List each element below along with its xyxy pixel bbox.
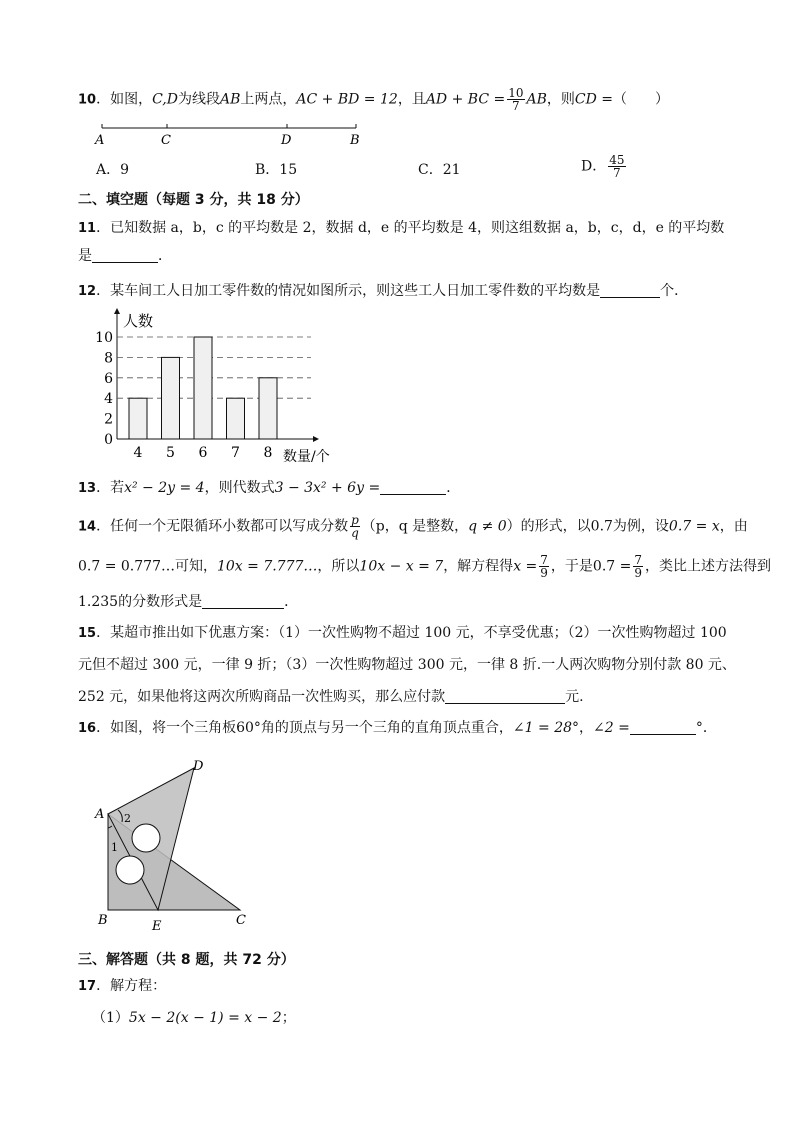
q13-stem: 13．若x² − 2y = 4，则代数式3 − 3x² + 6y = ．: [78, 480, 461, 496]
q13-answer-blank[interactable]: [380, 480, 446, 495]
point-label-d: D: [281, 133, 292, 148]
q10-stem: 10．如图，C,D为线段AB上两点，AC + BD = 12，且AD + BC = $\frac{10}{7}$ AB，则CD =（ ）: [78, 86, 670, 113]
q17-stem: 17．解方程：: [78, 978, 167, 994]
point-label-a: A: [95, 133, 105, 148]
y-tick-label-4: 4: [104, 391, 113, 408]
q11-stem-line1: 11．已知数据 a，b，c 的平均数是 2，数据 d，e 的平均数是 4，则这组数据 a，b，c，d，e 的平均数: [78, 220, 725, 236]
angle-label-1: 1: [111, 841, 118, 854]
bar-8: [259, 378, 277, 439]
q14-answer-blank[interactable]: [202, 594, 284, 609]
bar-5: [162, 357, 180, 439]
point-label-b: B: [350, 133, 360, 148]
y-tick-label-8: 8: [104, 350, 113, 367]
q15-stem-line1: 15．某超市推出如下优惠方案：（1）一次性购物不超过 100 元，不享受优惠；（2）一次性购物超过 100: [78, 625, 727, 641]
q11-stem-line2: 是 ．: [78, 248, 172, 264]
fraction-10-7: $\frac{10}{7}$: [508, 86, 524, 113]
point-label-c: C: [161, 133, 171, 148]
vertex-label-b: B: [98, 913, 108, 928]
q12-answer-blank[interactable]: [600, 283, 660, 298]
y-axis-title: 人数: [123, 312, 154, 330]
q15-stem-line3: 252 元，如果他将这两次所购商品一次性购买，那么应付款 元.: [78, 689, 584, 705]
q14-stem-line1: 14．任何一个无限循环小数都可以写成分数 $\frac{p}{q}$ （p，q 是整数，q ≠ 0）的形式，以0.7为例，设0.7 = x，由: [78, 513, 748, 540]
bar-chart: [85, 306, 355, 466]
vertex-label-d: D: [193, 759, 204, 774]
q14-stem-line2: 0.7 = 0.777…可知，10x = 7.777…，所以10x − x = 7，解方程得x = $\frac{7}{9}$ ，于是0.7 = $\frac{7}{9}$ ，类比上述方法得到: [78, 553, 771, 580]
y-tick-label-0: 0: [104, 432, 113, 448]
q15-stem-line2: 元但不超过 300 元，一律 9 折；（3）一次性购物超过 300 元，一律 8 折.一人两次购物分别付款 80 元、: [78, 657, 736, 673]
section-solutions-heading: 三、解答题（共 8 题，共 72 分）: [78, 952, 295, 968]
q12-stem: 12．某车间工人日加工零件数的情况如图所示，则这些工人日加工零件数的平均数是 个．: [78, 283, 689, 299]
q11-answer-blank[interactable]: [92, 248, 158, 263]
x-axis-arrow: [313, 436, 319, 442]
q15-answer-blank[interactable]: [445, 689, 565, 704]
q10-option-b[interactable]: B．15: [255, 162, 298, 178]
q17-part1: （1）5x − 2(x − 1) = x − 2；: [92, 1010, 296, 1026]
x-tick-label-7: 7: [231, 445, 240, 461]
bar-4: [129, 398, 147, 439]
q10-option-a[interactable]: A．9: [96, 162, 130, 178]
triangle-figure: [90, 752, 260, 942]
x-tick-label-5: 5: [166, 445, 175, 461]
q16-answer-blank[interactable]: [630, 720, 696, 735]
q10-number: 10: [78, 92, 97, 108]
vertex-label-e: E: [152, 919, 162, 934]
y-tick-label-2: 2: [104, 411, 113, 428]
x-tick-label-4: 4: [133, 445, 143, 461]
x-axis-title: 数量/个: [283, 449, 330, 465]
q16-stem: 16．如图，将一个三角板60°角的顶点与另一个三角的直角顶点重合，∠1 = 28°，∠2 = °．: [78, 720, 717, 736]
vertex-label-a: A: [95, 807, 105, 822]
vertex-label-c: C: [236, 913, 246, 928]
y-tick-label-10: 10: [95, 330, 113, 346]
bar-6: [194, 337, 212, 439]
q14-stem-line3: 1.235的分数形式是 ．: [78, 594, 299, 610]
segment-figure: [90, 118, 380, 148]
angle-label-2: 2: [124, 812, 131, 825]
q10-option-d[interactable]: D． $\frac{45}{7}$: [581, 153, 625, 180]
y-axis-arrow: [114, 308, 120, 314]
y-tick-label-6: 6: [104, 370, 113, 387]
q10-option-c[interactable]: C．21: [418, 162, 461, 178]
section-fill-in-heading: 二、填空题（每题 3 分，共 18 分）: [78, 192, 309, 208]
x-tick-label-8: 8: [263, 445, 273, 461]
bar-7: [227, 398, 245, 439]
x-tick-label-6: 6: [198, 445, 208, 461]
